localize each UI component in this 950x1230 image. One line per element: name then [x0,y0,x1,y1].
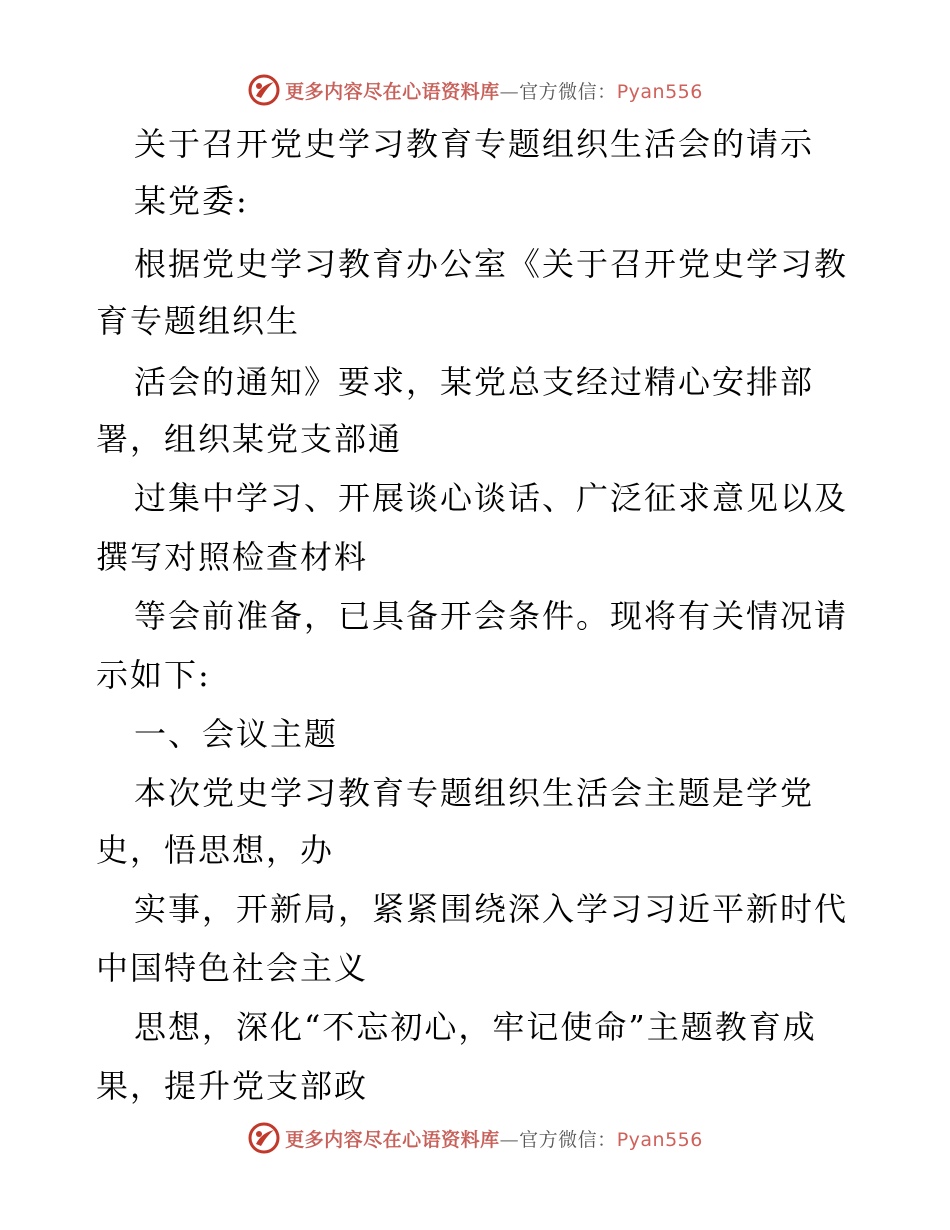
banner-separator: — [499,80,520,103]
paragraph-line: 示如下: [96,656,211,694]
banner-wechat-id: Pyan556 [616,1128,703,1151]
banner-wechat-label: 官方微信： [519,80,617,103]
paragraph-line: 育专题组织生 [96,302,301,340]
paragraph-line: 署，组织某党支部通 [96,420,403,458]
banner-wechat-label: 官方微信： [519,1128,617,1151]
section-heading: 一、会议主题 [134,715,339,753]
paragraph-line: 中国特色社会主义 [96,949,369,987]
paragraph-line: 撰写对照检查材料 [96,538,369,576]
banner-brand: 更多内容尽在心语资料库 [285,1128,500,1151]
paragraph-line: 本次党史学习教育专题组织生活会主题是学党 [134,774,815,812]
footer-banner [0,1118,950,1158]
paragraph-line: 过集中学习、开展谈心谈话、广泛征求意见以及 [134,479,849,517]
paragraph-line: 实事，开新局，紧紧围绕深入学习习近平新时代 [134,890,849,928]
banner-wechat-id: Pyan556 [616,80,703,103]
paragraph-line: 思想，深化“不忘初心，牢记使命”主题教育成 [134,1008,817,1046]
document-addressee: 某党委: [134,182,249,220]
paragraph-line: 史，悟思想，办 [96,831,335,869]
document-title: 关于召开党史学习教育专题组织生活会的请示 [134,125,815,163]
banner-text [285,77,703,104]
logo-icon [247,1121,281,1155]
paragraph-line: 活会的通知》要求，某党总支经过精心安排部 [134,363,815,401]
paragraph-line: 根据党史学习教育办公室《关于召开党史学习教 [134,245,849,283]
paragraph-line: 果，提升党支部政 [96,1067,369,1105]
header-banner [0,70,950,110]
banner-separator: — [499,1128,520,1151]
banner-brand: 更多内容尽在心语资料库 [285,80,500,103]
logo-icon [247,73,281,107]
banner-text [285,1125,703,1152]
paragraph-line: 等会前准备，已具备开会条件。现将有关情况请 [134,597,849,635]
